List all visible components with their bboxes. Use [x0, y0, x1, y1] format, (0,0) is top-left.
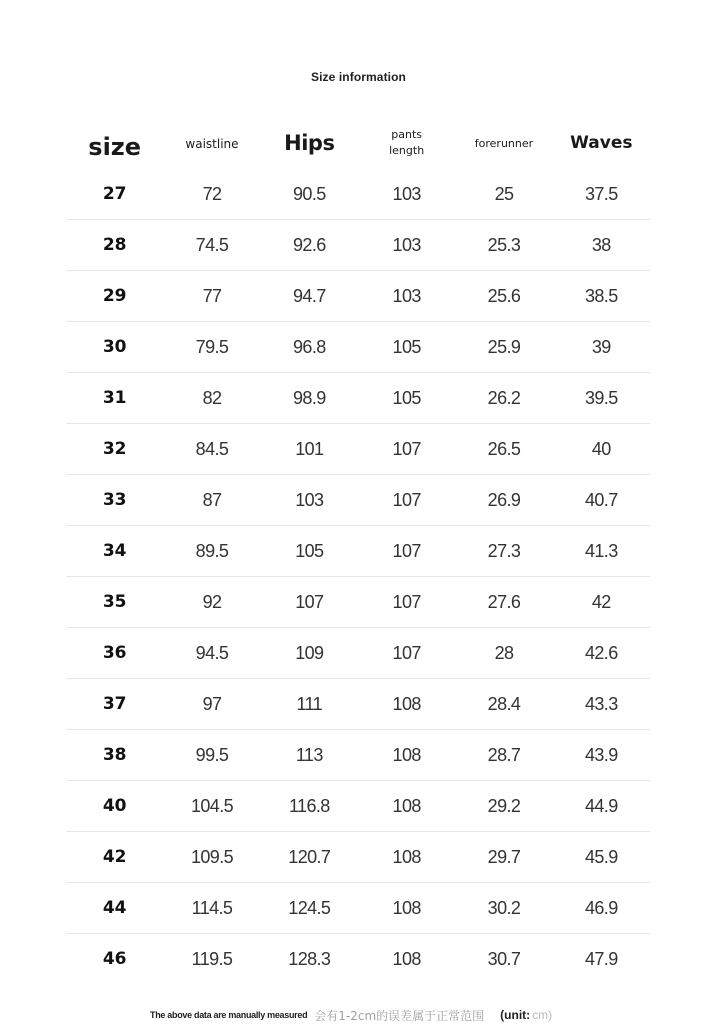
cell-waistline: 114.5: [191, 897, 233, 918]
cell-size: 40: [102, 796, 127, 816]
cell-waves: 37.5: [584, 183, 618, 204]
cell-pants-length: 108: [392, 795, 421, 816]
table-row: [66, 577, 650, 628]
cell-waves: 40.7: [584, 489, 618, 510]
cell-pants-length: 108: [392, 744, 421, 765]
cell-waistline: 89.5: [195, 540, 229, 561]
cell-forerunner: 30.7: [487, 948, 521, 969]
cell-size: 36: [102, 643, 127, 663]
cell-waves: 42.6: [584, 642, 618, 663]
cell-hips: 120.7: [288, 846, 331, 867]
cell-waves: 40: [591, 438, 611, 459]
cell-waves: 39: [591, 336, 611, 357]
table-body: [66, 169, 650, 984]
cell-forerunner: 28: [494, 642, 514, 663]
cell-pants-length: 105: [392, 387, 421, 408]
cell-hips: 105: [295, 540, 324, 561]
cell-size: 42: [102, 847, 127, 867]
size-table: [66, 117, 650, 984]
cell-size: 33: [102, 490, 127, 510]
table-row: [66, 883, 650, 934]
footer-unit-value: cm): [532, 1008, 553, 1022]
cell-size: 38: [102, 745, 127, 765]
cell-waistline: 94.5: [195, 642, 229, 663]
cell-hips: 109: [295, 642, 324, 663]
cell-waistline: 109.5: [190, 846, 234, 867]
cell-waistline: 82: [202, 387, 222, 408]
cell-pants-length: 105: [392, 336, 421, 357]
cell-forerunner: 28.4: [487, 693, 521, 714]
cell-size: 28: [102, 235, 127, 255]
header-size: size: [88, 133, 142, 161]
cell-waves: 47.9: [584, 948, 618, 969]
cell-size: 30: [102, 337, 127, 357]
cell-forerunner: 29.7: [487, 846, 521, 867]
table-row: [66, 169, 650, 220]
table-row: [66, 832, 650, 883]
table-row: [66, 322, 650, 373]
table-row: [66, 526, 650, 577]
cell-forerunner: 26.2: [487, 387, 521, 408]
cell-forerunner: 25.6: [487, 285, 521, 306]
cell-hips: 96.8: [293, 336, 326, 357]
table-row: [66, 220, 650, 271]
cell-hips: 98.9: [293, 387, 326, 408]
cell-hips: 103: [295, 489, 324, 510]
header-pants-length-line1: pants: [391, 128, 423, 141]
cell-waistline: 119.5: [191, 948, 233, 969]
cell-waves: 43.9: [584, 744, 618, 765]
table-row: [66, 475, 650, 526]
cell-pants-length: 108: [392, 897, 421, 918]
cell-hips: 94.7: [293, 285, 326, 306]
cell-forerunner: 25.9: [487, 336, 521, 357]
table-row: [66, 934, 650, 984]
header-forerunner: forerunner: [474, 136, 534, 150]
cell-size: 35: [102, 592, 127, 612]
cell-waistline: 72: [202, 183, 222, 204]
cell-hips: 113: [295, 744, 323, 765]
cell-pants-length: 107: [392, 489, 421, 510]
footer-note-cn: 会有1-2cm的误差属于正常范围: [314, 1008, 485, 1023]
cell-forerunner: 28.7: [487, 744, 521, 765]
table-row: [66, 271, 650, 322]
cell-waistline: 104.5: [190, 795, 234, 816]
cell-pants-length: 107: [392, 438, 421, 459]
footer-note: [150, 1006, 710, 1024]
cell-waves: 44.9: [584, 795, 618, 816]
cell-size: 31: [102, 388, 127, 408]
cell-pants-length: 108: [392, 693, 421, 714]
cell-waves: 45.9: [584, 846, 618, 867]
cell-size: 27: [102, 184, 127, 204]
cell-hips: 107: [295, 591, 324, 612]
page-title: Size information: [311, 70, 406, 84]
cell-forerunner: 26.9: [487, 489, 521, 510]
header-pants-length-line2: length: [389, 144, 425, 157]
cell-hips: 111: [296, 693, 323, 714]
cell-waves: 38.5: [584, 285, 618, 306]
table-row: [66, 781, 650, 832]
cell-waves: 42: [591, 591, 611, 612]
cell-hips: 101: [295, 438, 324, 459]
cell-pants-length: 103: [392, 183, 421, 204]
cell-waves: 39.5: [584, 387, 618, 408]
footer-unit-label: (unit:: [500, 1008, 531, 1022]
cell-waistline: 84.5: [195, 438, 229, 459]
table-row: [66, 628, 650, 679]
cell-pants-length: 107: [392, 642, 421, 663]
cell-waistline: 79.5: [195, 336, 229, 357]
cell-pants-length: 108: [392, 948, 421, 969]
cell-pants-length: 107: [392, 591, 421, 612]
cell-forerunner: 26.5: [487, 438, 521, 459]
cell-waves: 43.3: [584, 693, 618, 714]
header-pants-length: [358, 127, 455, 159]
cell-waistline: 97: [202, 693, 222, 714]
cell-hips: 124.5: [288, 897, 331, 918]
cell-size: 34: [102, 541, 127, 561]
cell-hips: 116.8: [288, 795, 330, 816]
cell-waistline: 77: [202, 285, 222, 306]
cell-forerunner: 25: [494, 183, 514, 204]
header-hips: Hips: [284, 131, 335, 155]
table-row: [66, 373, 650, 424]
cell-waves: 38: [591, 234, 611, 255]
cell-forerunner: 29.2: [487, 795, 521, 816]
header-waistline: waistline: [185, 137, 239, 151]
cell-waves: 46.9: [584, 897, 618, 918]
cell-hips: 128.3: [288, 948, 331, 969]
cell-size: 29: [102, 286, 127, 306]
table-row: [66, 424, 650, 475]
footer-note-en: The above data are manually measured: [150, 1010, 308, 1020]
table-header-row: [66, 117, 650, 169]
header-waves: Waves: [570, 133, 633, 153]
cell-waistline: 74.5: [195, 234, 229, 255]
cell-waves: 41.3: [584, 540, 618, 561]
cell-size: 32: [102, 439, 127, 459]
cell-forerunner: 25.3: [487, 234, 521, 255]
cell-forerunner: 30.2: [487, 897, 521, 918]
cell-pants-length: 108: [392, 846, 421, 867]
table-row: [66, 679, 650, 730]
cell-waistline: 92: [202, 591, 222, 612]
cell-pants-length: 103: [392, 234, 421, 255]
cell-forerunner: 27.6: [487, 591, 521, 612]
cell-hips: 90.5: [293, 183, 326, 204]
cell-size: 44: [102, 898, 127, 918]
cell-waistline: 87: [202, 489, 222, 510]
cell-forerunner: 27.3: [487, 540, 521, 561]
cell-size: 37: [102, 694, 127, 714]
cell-pants-length: 103: [392, 285, 421, 306]
cell-waistline: 99.5: [195, 744, 229, 765]
cell-hips: 92.6: [293, 234, 326, 255]
cell-size: 46: [102, 949, 127, 969]
table-row: [66, 730, 650, 781]
cell-pants-length: 107: [392, 540, 421, 561]
